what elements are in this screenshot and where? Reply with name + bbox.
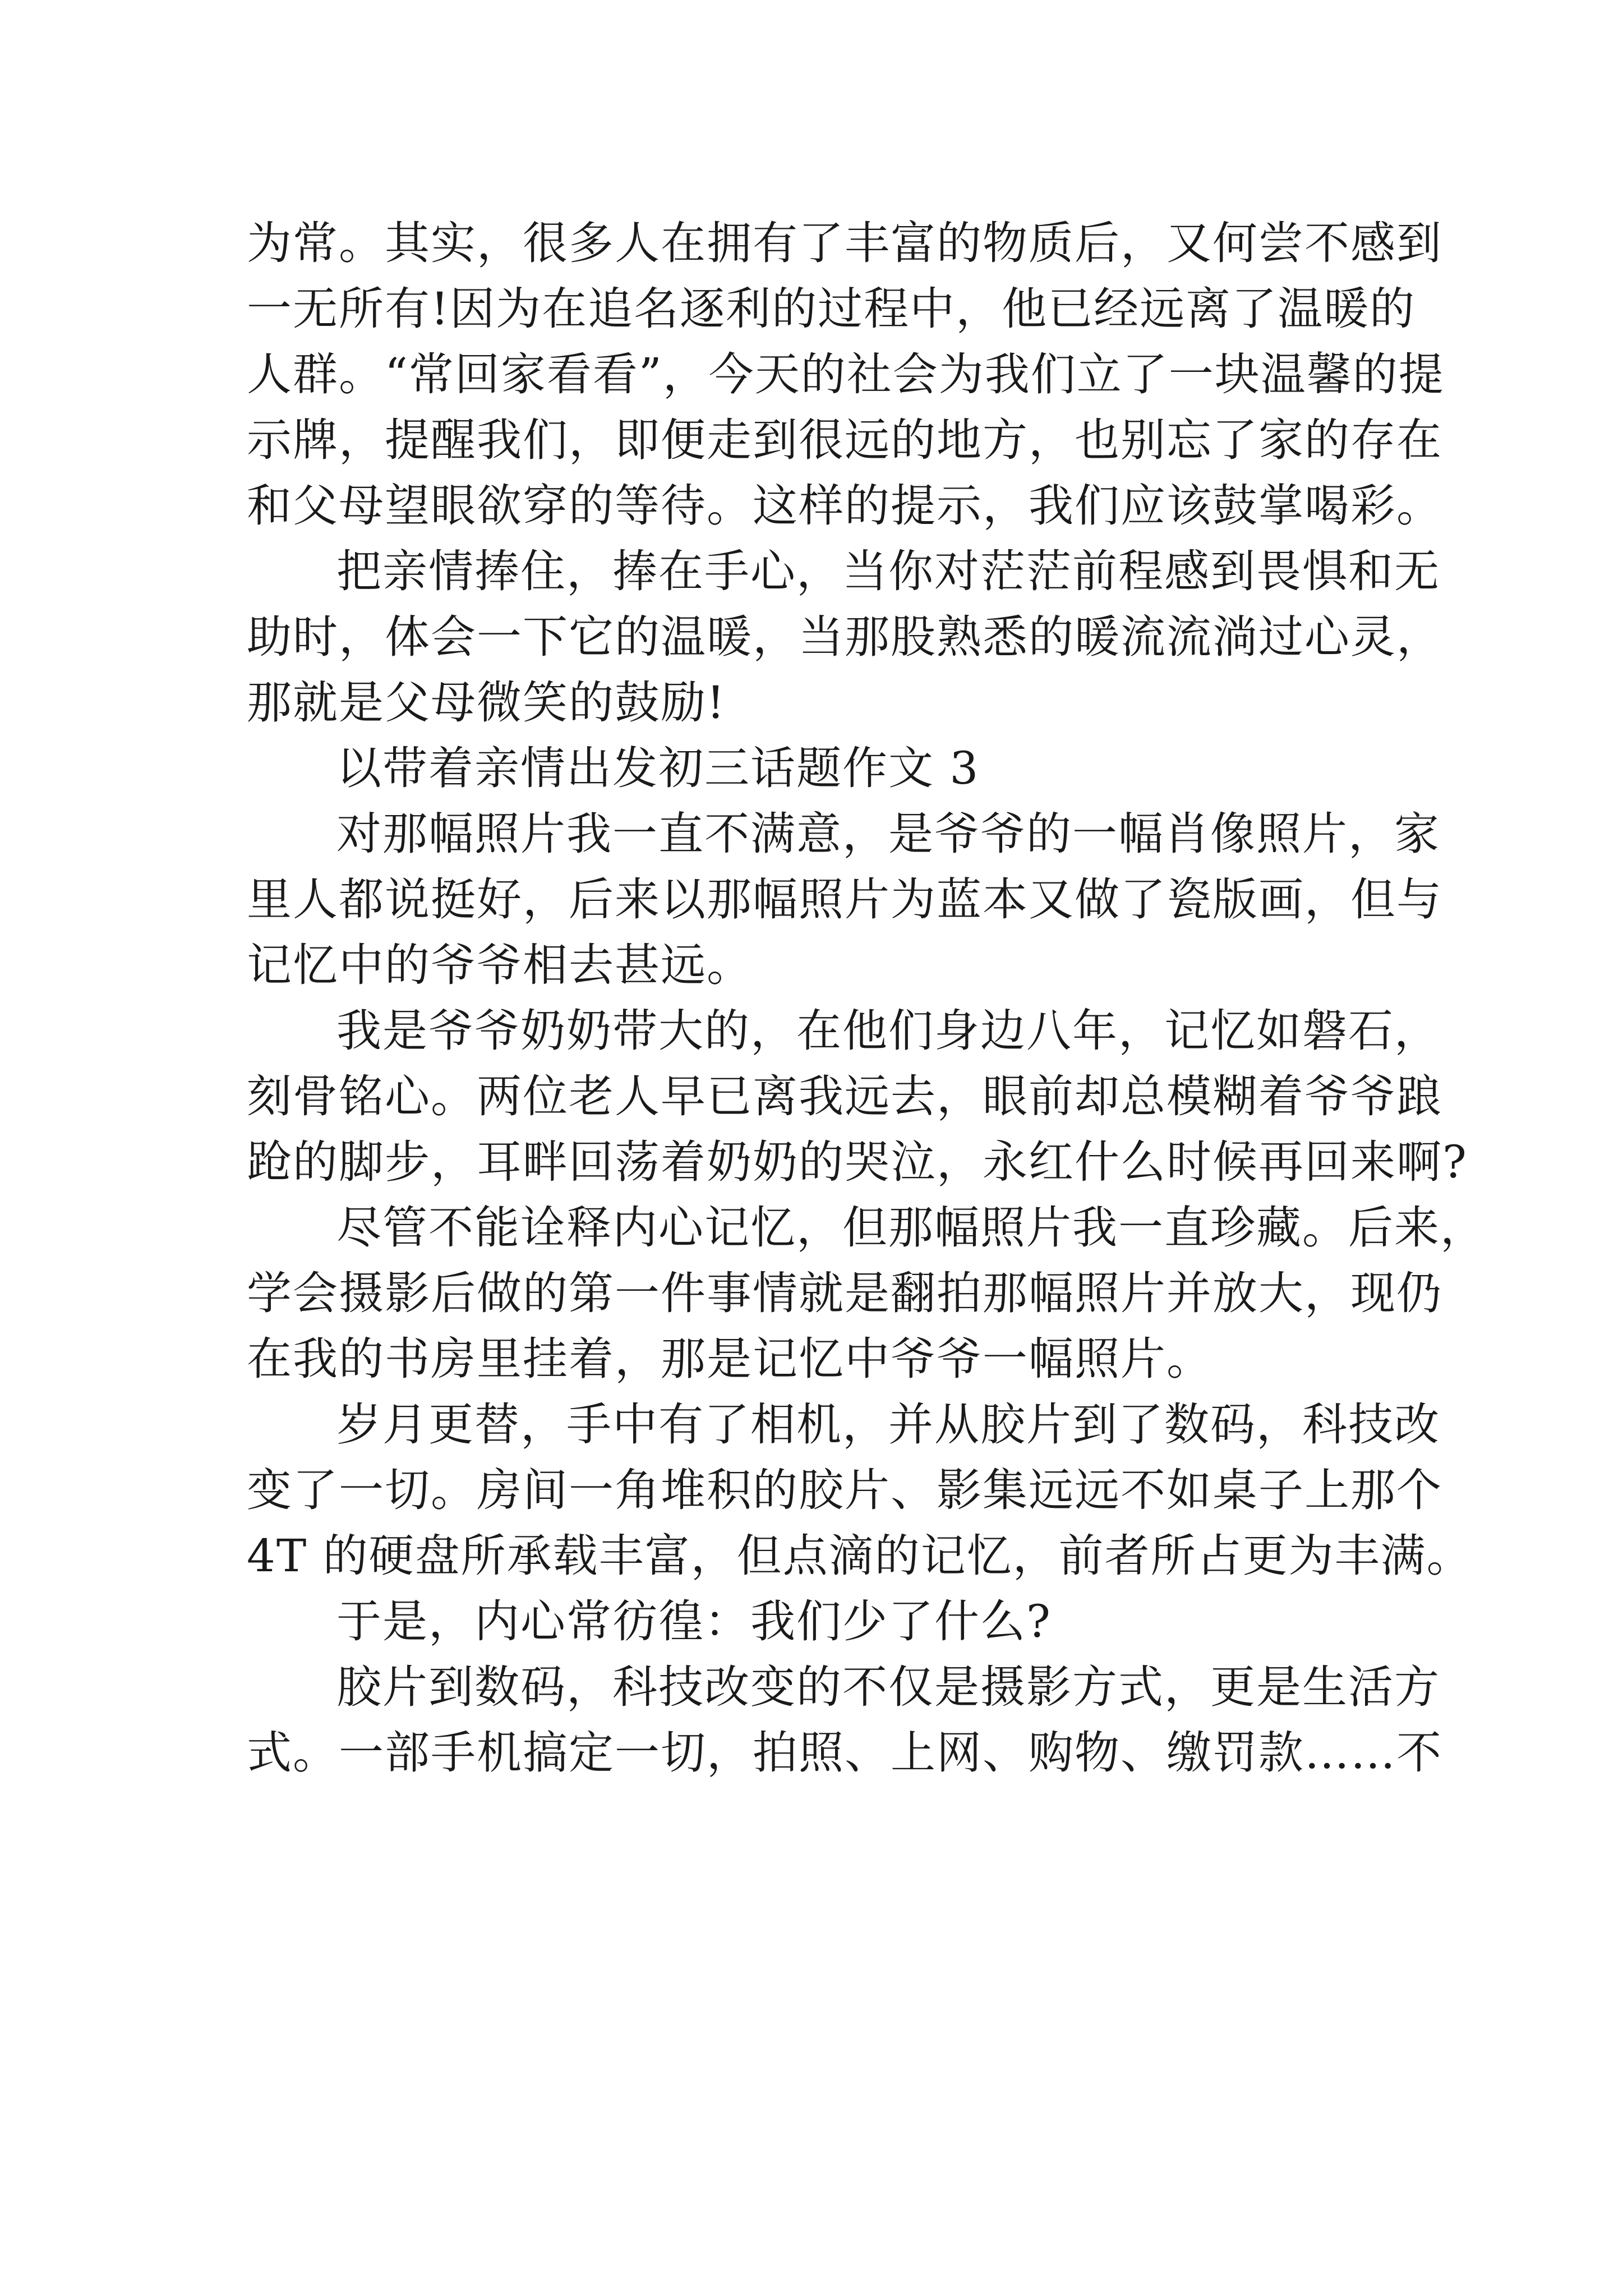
text-line: 那就是父母微笑的鼓励! [247,677,726,729]
section-heading: 以带着亲情出发初三话题作文 3 [336,742,980,794]
text-line: 学会摄影后做的第一件事情就是翻拍那幅照片并放大，现仍 [247,1267,1442,1319]
text-line: 式。一部手机搞定一切，拍照、上网、购物、缴罚款……不 [247,1727,1442,1779]
text-line: 一无所有!因为在追名逐利的过程中，他已经远离了温暖的 [247,283,1416,335]
paragraph-first-line: 对那幅照片我一直不满意，是爷爷的一幅肖像照片，家 [336,808,1440,860]
text-line: 助时，体会一下它的温暖，当那股熟悉的暖流流淌过心灵， [247,611,1442,663]
text-line: 人群。“常回家看看”，今天的社会为我们立了一块温馨的提 [247,348,1445,401]
paragraph-first-line: 胶片到数码，科技改变的不仅是摄影方式，更是生活方 [336,1661,1440,1713]
paragraph-first-line: 把亲情捧住，捧在手心，当你对茫茫前程感到畏惧和无 [336,545,1440,597]
text-line: 跄的脚步，耳畔回荡着奶奶的哭泣，永红什么时候再回来啊? [247,1136,1468,1188]
text-line: 变了一切。房间一角堆积的胶片、影集远远不如桌子上那个 [247,1464,1442,1516]
paragraph-first-line: 岁月更替，手中有了相机，并从胶片到了数码，科技改 [336,1398,1440,1451]
text-line: 里人都说挺好，后来以那幅照片为蓝本又做了瓷版画，但与 [247,873,1442,926]
paragraph-first-line: 尽管不能诠释内心记忆，但那幅照片我一直珍藏。后来， [336,1202,1486,1254]
text-line: 在我的书房里挂着，那是记忆中爷爷一幅照片。 [247,1333,1212,1385]
text-line: 4T 的硬盘所承载丰富，但点滴的记忆，前者所占更为丰满。 [247,1530,1473,1582]
text-line: 记忆中的爷爷相去甚远。 [247,939,753,991]
document-body [247,210,1486,1786]
text-line: 为常。其实，很多人在拥有了丰富的物质后，又何尝不感到 [247,217,1442,269]
paragraph-first-line: 于是，内心常彷徨：我们少了什么? [336,1595,1052,1648]
text-line: 示牌，提醒我们，即便走到很远的地方，也别忘了家的存在 [247,414,1442,466]
text-line: 刻骨铭心。两位老人早已离我远去，眼前却总模糊着爷爷踉 [247,1070,1442,1122]
text-line: 和父母望眼欲穿的等待。这样的提示，我们应该鼓掌喝彩。 [247,480,1442,532]
paragraph-first-line: 我是爷爷奶奶带大的，在他们身边八年，记忆如磐石， [336,1005,1440,1057]
